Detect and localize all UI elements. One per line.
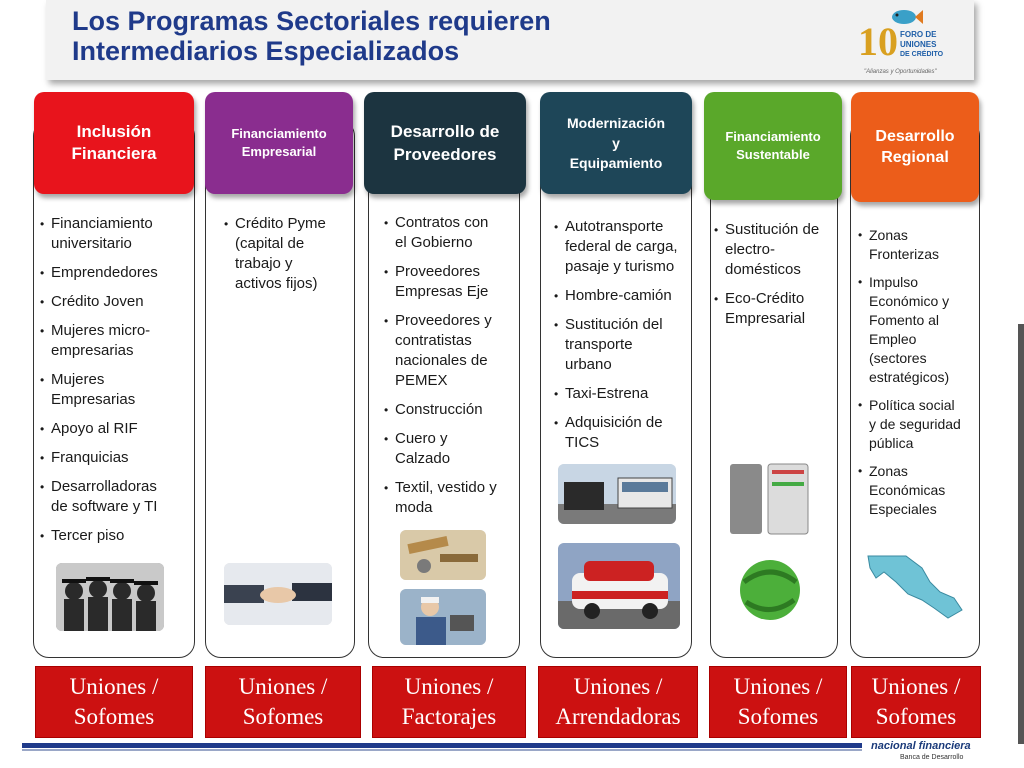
list-item: • Cuero y Calzado bbox=[384, 429, 518, 469]
list-item: • Zonas Fronterizas bbox=[858, 226, 980, 264]
globe-photo bbox=[724, 552, 816, 628]
logo-tagline: "Alianzas y Oportunidades" bbox=[864, 69, 937, 75]
footer-label-regional: Uniones / Sofomes bbox=[851, 666, 981, 738]
list-item: • Construcción bbox=[384, 400, 518, 420]
column-list-modernizacion bbox=[554, 217, 692, 462]
footer-label-proveedores: Uniones / Factorajes bbox=[372, 666, 526, 738]
column-list-inclusion bbox=[40, 214, 192, 555]
handshake-photo bbox=[224, 563, 332, 625]
footer-label-empresarial: Uniones / Sofomes bbox=[205, 666, 361, 738]
list-item: • Autotransporte federal de carga, pasaje y turismo bbox=[554, 217, 692, 277]
slide-title: Los Programas Sectoriales requieren Intermediarios Especializados bbox=[72, 6, 551, 66]
list-item: • Adquisición de TICS bbox=[554, 413, 692, 453]
column-header-regional: Desarrollo Regional bbox=[851, 92, 979, 202]
column-header-modernizacion: Modernización y Equipamiento bbox=[540, 92, 692, 194]
list-item: • Taxi-Estrena bbox=[554, 384, 692, 404]
brand-subtitle: Banca de Desarrollo bbox=[900, 754, 964, 761]
list-item: • Contratos con el Gobierno bbox=[384, 213, 518, 253]
mexico-map bbox=[862, 548, 968, 628]
brand-name: nacional financiera bbox=[871, 740, 971, 752]
list-item: • Sustitución de electro- domésticos bbox=[714, 220, 838, 280]
logo-line-2: UNIONES bbox=[900, 40, 937, 49]
column-list-empresarial bbox=[224, 214, 352, 303]
column-header-proveedores: Desarrollo de Proveedores bbox=[364, 92, 526, 194]
logo-line-3: DE CRÉDITO bbox=[900, 51, 944, 58]
tools-photo bbox=[400, 530, 486, 580]
logo-number: 10 bbox=[858, 19, 898, 64]
list-item: • Apoyo al RIF bbox=[40, 419, 192, 439]
list-item: • Crédito Pyme (capital de trabajo y activos fijos) bbox=[224, 214, 352, 294]
list-item: • Mujeres Empresarias bbox=[40, 370, 192, 410]
footer-label-sustentable: Uniones / Sofomes bbox=[709, 666, 847, 738]
list-item: • Desarrolladoras de software y TI bbox=[40, 477, 192, 517]
fridges-photo bbox=[724, 458, 816, 538]
list-item: • Proveedores Empresas Eje bbox=[384, 262, 518, 302]
engineer-photo bbox=[400, 589, 486, 645]
list-item: • Política social y de seguridad pública bbox=[858, 396, 980, 453]
footer-bar bbox=[22, 743, 862, 748]
list-item: • Mujeres micro- empresarias bbox=[40, 321, 192, 361]
column-list-proveedores bbox=[384, 213, 518, 527]
list-item: • Tercer piso bbox=[40, 526, 192, 546]
logo-line-1: FORO DE bbox=[900, 30, 937, 39]
list-item: • Sustitución del transporte urbano bbox=[554, 315, 692, 375]
list-item: • Impulso Económico y Fomento al Empleo (sectores estratégicos) bbox=[858, 273, 980, 387]
list-item: • Financiamiento universitario bbox=[40, 214, 192, 254]
list-item: • Hombre-camión bbox=[554, 286, 692, 306]
column-header-sustentable: Financiamiento Sustentable bbox=[704, 92, 842, 200]
list-item: • Eco-Crédito Empresarial bbox=[714, 289, 838, 329]
list-item: • Proveedores y contratistas nacionales de PEMEX bbox=[384, 311, 518, 391]
list-item: • Crédito Joven bbox=[40, 292, 192, 312]
footer-label-modernizacion: Uniones / Arrendadoras bbox=[538, 666, 698, 738]
column-list-sustentable bbox=[714, 220, 838, 338]
list-item: • Emprendedores bbox=[40, 263, 192, 283]
side-accent-line bbox=[1018, 324, 1024, 744]
list-item: • Textil, vestido y moda bbox=[384, 478, 518, 518]
column-header-inclusion: Inclusión Financiera bbox=[34, 92, 194, 194]
footer-bar-accent bbox=[22, 749, 862, 751]
graduates-photo bbox=[56, 563, 164, 631]
trucks-photo bbox=[558, 464, 676, 524]
list-item: • Franquicias bbox=[40, 448, 192, 468]
foro-logo bbox=[858, 8, 954, 78]
column-header-empresarial: Financiamiento Empresarial bbox=[205, 92, 353, 194]
column-list-regional bbox=[858, 226, 980, 528]
footer-label-inclusion: Uniones / Sofomes bbox=[35, 666, 193, 738]
list-item: • Zonas Económicas Especiales bbox=[858, 462, 980, 519]
taxi-photo bbox=[558, 543, 680, 629]
